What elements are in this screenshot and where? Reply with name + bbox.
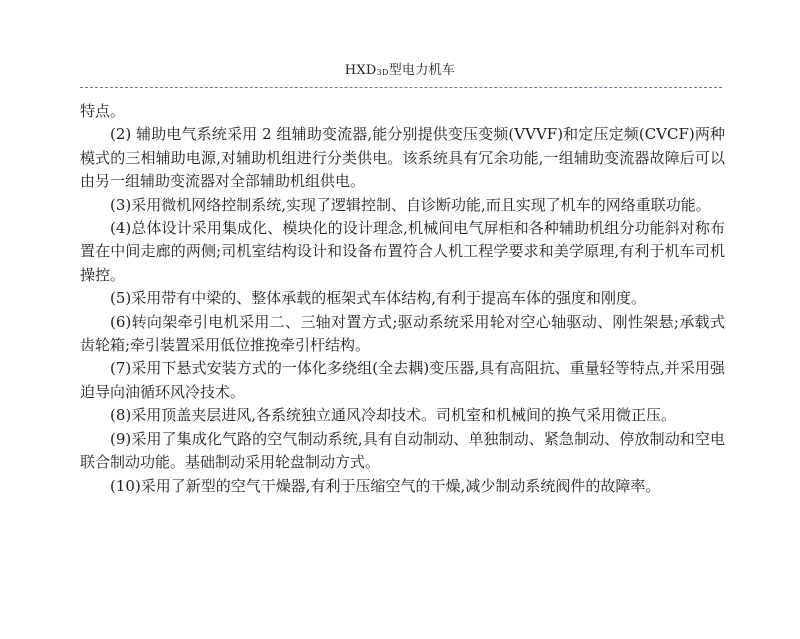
page-body bbox=[80, 100, 725, 498]
paragraph-item-9: (9)采用了集成化气路的空气制动系统,具有自动制动、单独制动、紧急制动、停放制动和空电联合制动功能。基础制动采用轮盘制动方式。 bbox=[80, 429, 725, 472]
header-title-subscript: 3D bbox=[376, 68, 389, 77]
paragraph-item-7: (7)采用下悬式安装方式的一体化多绕组(全去耦)变压器,具有高阻抗、重量轻等特点,并采用强迫导向油循环风冷技术。 bbox=[80, 359, 725, 401]
header-title-prefix: HXD bbox=[344, 63, 377, 78]
paragraph-item-6: (6)转向架牵引电机采用二、三轴对置方式;驱动系统采用轮对空心轴驱动、刚性架悬;承载式齿轮箱;牵引装置采用低位推挽牵引杆结构。 bbox=[80, 312, 725, 355]
header-title-suffix: 型电力机车 bbox=[388, 63, 456, 78]
paragraph-item-8: (8)采用顶盖夹层进风,各系统独立通风冷却技术。司机室和机械间的换气采用微正压。 bbox=[110, 406, 677, 425]
paragraph-item-10: (10)采用了新型的空气干燥器,有利于压缩空气的干燥,减少制动系统阀件的故障率。 bbox=[110, 476, 661, 495]
running-header bbox=[0, 62, 800, 81]
header-dashed-rule bbox=[80, 87, 722, 88]
paragraph-item-2: (2) 辅助电气系统采用 2 组辅助变流器,能分别提供变压变频(VVVF)和定压定频(CVCF)两种模式的三相辅助电源,对辅助机组进行分类供电。该系统具有冗余功能,一组辅助变流器故障后可以由另一组辅助变流器对全部辅助机组供电。 bbox=[80, 125, 725, 191]
paragraph-item-3: (3)采用微机网络控制系统,实现了逻辑控制、自诊断功能,而且实现了机车的网络重联功能。 bbox=[110, 195, 711, 214]
paragraph-continuation: 特点。 bbox=[80, 102, 126, 120]
paragraph-item-5: (5)采用带有中梁的、整体承载的框架式车体结构,有利于提高车体的强度和刚度。 bbox=[110, 289, 647, 308]
paragraph-item-4: (4)总体设计采用集成化、模块化的设计理念,机械间电气屏柜和各种辅助机组分功能斜对称布置在中间走廊的两侧;司机室结构设计和设备布置符合人机工程学要求和美学原理,有利于机车司机操控。 bbox=[80, 219, 725, 284]
